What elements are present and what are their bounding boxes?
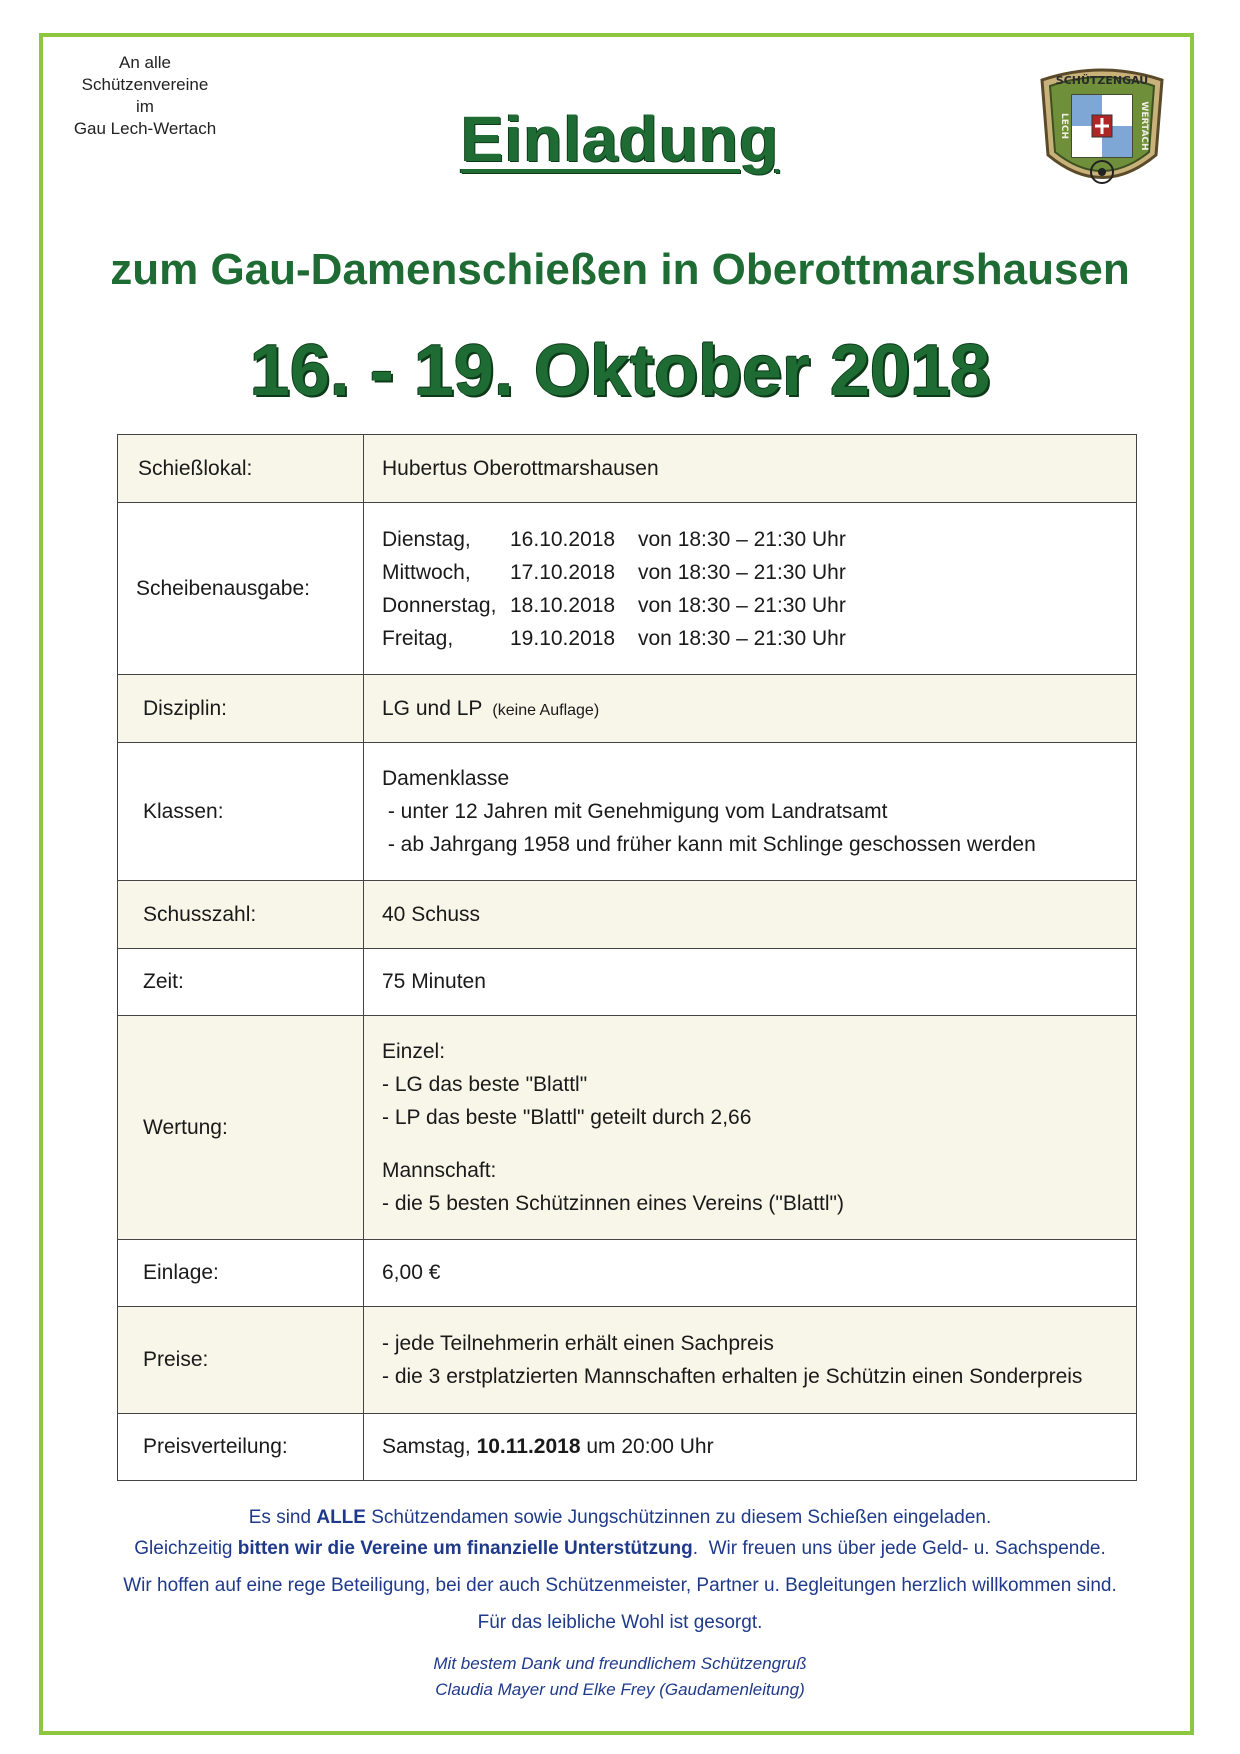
schedule-time: von 18:30 – 21:30 Uhr bbox=[638, 527, 846, 551]
row-value bbox=[364, 743, 1137, 881]
schedule-date: 17.10.2018 bbox=[510, 560, 616, 584]
row-value bbox=[364, 1414, 1137, 1481]
footer-line-2: Gleichzeitig bitten wir die Vereine um finanzielle Unterstützung. Wir freuen uns über jede Geld- u. Sachspende. bbox=[134, 1538, 1106, 1559]
svg-text:WERTACH: WERTACH bbox=[1139, 101, 1149, 151]
footer-emphasis: ALLE bbox=[316, 1507, 366, 1528]
row-value bbox=[364, 1307, 1137, 1414]
recipient-line: Gau Lech-Wertach bbox=[73, 119, 217, 138]
schedule-day: Dienstag, bbox=[382, 527, 471, 551]
table-row bbox=[118, 503, 1137, 675]
recipient-line: An alle bbox=[119, 53, 171, 72]
award-date: 10.11.2018 bbox=[476, 1435, 581, 1458]
event-date: 16. - 19. Oktober 2018 bbox=[249, 331, 991, 411]
footer-line-3: Wir hoffen auf eine rege Beteiligung, bei der auch Schützenmeister, Partner u. Begleitungen herzlich willkommen sind. bbox=[123, 1575, 1117, 1596]
row-label: Wertung: bbox=[118, 1016, 364, 1240]
row-value bbox=[364, 675, 1137, 743]
table-row bbox=[118, 881, 1137, 949]
row-label: Klassen: bbox=[118, 743, 364, 881]
recipient-line: im bbox=[136, 97, 154, 116]
signature-line-1: Mit bestem Dank und freundlichem Schützengruß bbox=[433, 1654, 807, 1673]
row-label: Disziplin: bbox=[118, 675, 364, 743]
schedule-date: 19.10.2018 bbox=[510, 626, 616, 650]
table-row bbox=[118, 435, 1137, 503]
schedule-time: von 18:30 – 21:30 Uhr bbox=[638, 626, 846, 650]
schedule-date: 16.10.2018 bbox=[510, 527, 616, 551]
row-value: 75 Minuten bbox=[364, 949, 1137, 1016]
table-row bbox=[118, 675, 1137, 743]
row-label: Scheibenausgabe: bbox=[118, 503, 364, 675]
class-line: - unter 12 Jahren mit Genehmigung vom Landratsamt bbox=[382, 800, 888, 823]
schedule-date: 18.10.2018 bbox=[510, 593, 616, 617]
prize-line: - die 3 erstplatzierten Mannschaften erhalten je Schützin einen Sonderpreis bbox=[382, 1365, 1083, 1388]
class-line: - ab Jahrgang 1958 und früher kann mit Schlinge geschossen werden bbox=[382, 833, 1036, 856]
row-value: 40 Schuss bbox=[364, 881, 1137, 949]
table-row bbox=[118, 949, 1137, 1016]
row-label: Schusszahl: bbox=[118, 881, 364, 949]
table-row bbox=[118, 1016, 1137, 1240]
schedule-list bbox=[382, 523, 1136, 655]
row-label: Zeit: bbox=[118, 949, 364, 1016]
scoring-line: Einzel: bbox=[382, 1040, 446, 1063]
class-line: Damenklasse bbox=[382, 767, 510, 790]
table-row bbox=[118, 1240, 1137, 1307]
row-value bbox=[364, 503, 1137, 675]
row-label: Preisverteilung: bbox=[118, 1414, 364, 1481]
row-label: Preise: bbox=[118, 1307, 364, 1414]
footer-emphasis: bitten wir die Vereine um finanzielle Unterstützung bbox=[237, 1538, 693, 1559]
svg-text:SCHÜTZENGAU: SCHÜTZENGAU bbox=[1055, 74, 1149, 87]
footer-line-4: Für das leibliche Wohl ist gesorgt. bbox=[477, 1612, 763, 1633]
discipline-value: LG und LP bbox=[382, 696, 483, 720]
svg-text:LECH: LECH bbox=[1059, 112, 1069, 140]
page-title: Einladung bbox=[460, 103, 780, 175]
schedule-time: von 18:30 – 21:30 Uhr bbox=[638, 593, 846, 617]
prize-line: - jede Teilnehmerin erhält einen Sachpreis bbox=[382, 1332, 774, 1355]
event-subtitle: zum Gau-Damenschießen in Oberottmarshausen bbox=[110, 245, 1130, 294]
recipient-line: Schützenvereine bbox=[81, 75, 209, 94]
row-label: Einlage: bbox=[118, 1240, 364, 1307]
signature-line-2: Claudia Mayer und Elke Frey (Gaudamenleitung) bbox=[435, 1680, 805, 1699]
scoring-line: - die 5 besten Schützinnen eines Vereins ("Blattl") bbox=[382, 1192, 844, 1215]
award-time: um 20:00 Uhr bbox=[586, 1435, 714, 1458]
scoring-line: - LG das beste "Blattl" bbox=[382, 1073, 588, 1096]
schedule-time: von 18:30 – 21:30 Uhr bbox=[638, 560, 846, 584]
table-row bbox=[118, 1307, 1137, 1414]
row-value: 6,00 € bbox=[364, 1240, 1137, 1307]
row-value: Hubertus Oberottmarshausen bbox=[364, 435, 1137, 503]
discipline-note: (keine Auflage) bbox=[492, 701, 600, 719]
scoring-line: - LP das beste "Blattl" geteilt durch 2,66 bbox=[382, 1106, 752, 1129]
schedule-day: Freitag, bbox=[382, 626, 454, 650]
footer-line-1: Es sind ALLE Schützendamen sowie Jungschützinnen zu diesem Schießen eingeladen. bbox=[248, 1507, 992, 1528]
schedule-day: Donnerstag, bbox=[382, 593, 497, 617]
row-label: Schießlokal: bbox=[118, 435, 364, 503]
table-row bbox=[118, 1414, 1137, 1481]
award-day: Samstag, bbox=[382, 1435, 471, 1458]
info-table bbox=[117, 434, 1137, 1481]
schedule-day: Mittwoch, bbox=[382, 560, 471, 584]
scoring-line: Mannschaft: bbox=[382, 1159, 497, 1182]
table-row bbox=[118, 743, 1137, 881]
row-value bbox=[364, 1016, 1137, 1240]
